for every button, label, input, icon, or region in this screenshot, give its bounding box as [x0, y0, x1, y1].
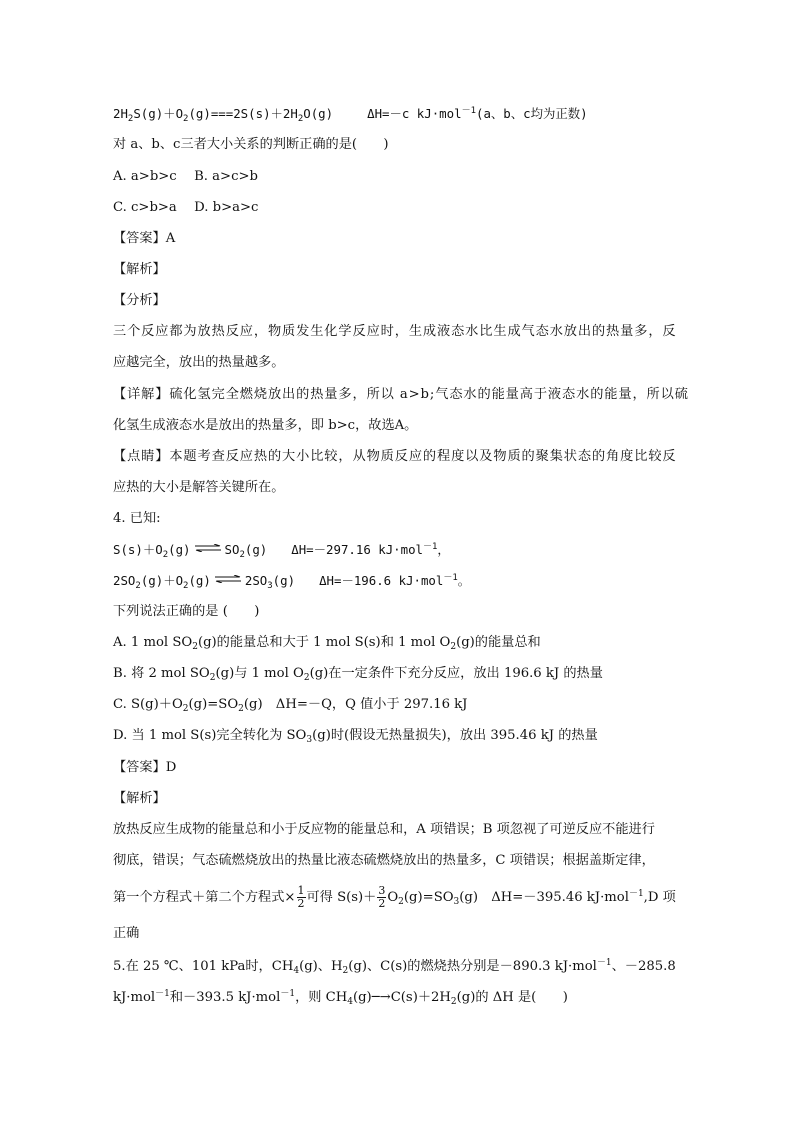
- question-3-options-ab: A. a>b>c B. a>c>b: [113, 169, 258, 184]
- xiangjie-text-1: 【详解】硫化氢完全燃烧放出的热量多，所以 a>b;气态水的能量高于液态水的能量，所以硫: [113, 387, 689, 402]
- question-4-title: 4. 已知:: [113, 511, 161, 526]
- explanation-4-line-1: 放热反应生成物的能量总和小于反应物的能量总和，A 项错误；B 项忽视了可逆反应不能进行: [113, 822, 655, 837]
- option-c: C. $S(g)+O_2(g)=SO_2(g)$ ΔH=－Q，Q 值小于 297.16 kJ: [113, 697, 468, 714]
- fraction-one-half: $\frac{1}{2}$: [297, 884, 305, 910]
- xiangjie-text-2: 化氢生成液态水是放出的热量多，即 b>c，故选A。: [113, 418, 418, 433]
- option-b: B. 将 2 mol $SO_2(g)$与 1 mol $O_2(g)$在一定条件下充分反应，放出 196.6 kJ 的热量: [113, 666, 603, 683]
- explanation-4-line-4: 正确: [113, 926, 140, 941]
- analysis-heading-3: 【解析】: [113, 262, 166, 277]
- question-4-prompt: 下列说法正确的是 ( ): [113, 604, 260, 619]
- fenxi-text-1: 三个反应都为放热反应，物质发生化学反应时，生成液态水比生成气态水放出的热量多，反: [113, 324, 677, 339]
- fenxi-text-2: 应越完全，放出的热量越多。: [113, 355, 285, 370]
- question-3-prompt: 对 a、b、c三者大小关系的判断正确的是( ): [113, 137, 389, 152]
- dianjing-text-1: 【点睛】本题考查反应热的大小比较，从物质反应的程度以及物质的聚集状态的角度比较反: [113, 449, 677, 464]
- analysis-heading-4: 【解析】: [113, 791, 166, 806]
- reaction-equation-4a: $S(s)+O_2(g)$ $SO_2(g)$ ΔH=－297.16 kJ·mol$^{-1}$，: [113, 542, 450, 560]
- fraction-three-halves: $\frac{3}{2}$: [378, 884, 386, 910]
- equilibrium-arrow-icon: [215, 575, 241, 583]
- reaction-equation-3: $2H_2S(g)+O_2(g)===2S(s)+2H_2O(g)$ ΔH=－c kJ·mol$^{-1}$(a、b、c均为正数): [113, 106, 588, 124]
- question-5-line-1: 5.在 25 ℃、101 kPa时，$CH_4(g)$、$H_2(g)$、C(s)的燃烧热分别是－890.3 kJ·mol$^{-1}$、－285.8: [113, 958, 676, 976]
- question-5-line-2: kJ·mol$^{-1}$和－393.5 kJ·mol$^{-1}$，则 $CH_4(g)─\to C(s)+2H_2(g)$的 ΔH 是( ): [113, 989, 568, 1007]
- option-a: A. 1 mol $SO_2(g)$的能量总和大于 1 mol S(s)和 1 mol $O_2(g)$的能量总和: [113, 635, 541, 652]
- fenxi-heading: 【分析】: [113, 293, 166, 308]
- explanation-4-line-3: 第一个方程式＋第二个方程式× $\frac{1}{2}$ 可得 S(s)＋ $\frac{3}{2}$ $O_2(g)=SO_3(g)$ ΔH=－395.46 kJ·mol$^{-1}$,D 项: [113, 884, 676, 910]
- answer-4: 【答案】D: [113, 760, 177, 775]
- dianjing-text-2: 应热的大小是解答关键所在。: [113, 480, 285, 495]
- option-d: D. 当 1 mol S(s)完全转化为 $SO_3(g)$时(假设无热量损失)，放出 395.46 kJ 的热量: [113, 728, 598, 745]
- question-3-options-cd: C. c>b>a D. b>a>c: [113, 200, 259, 215]
- explanation-4-line-2: 彻底，错误；气态硫燃烧放出的热量比液态硫燃烧放出的热量多，C 项错误；根据盖斯定律，: [113, 853, 655, 868]
- reaction-equation-4b: $2SO_2(g)+O_2(g)$ $2SO_3(g)$ ΔH=－196.6 kJ·mol$^{-1}$。: [113, 573, 471, 591]
- answer-3: 【答案】A: [113, 231, 176, 246]
- equilibrium-arrow-icon: [195, 544, 221, 552]
